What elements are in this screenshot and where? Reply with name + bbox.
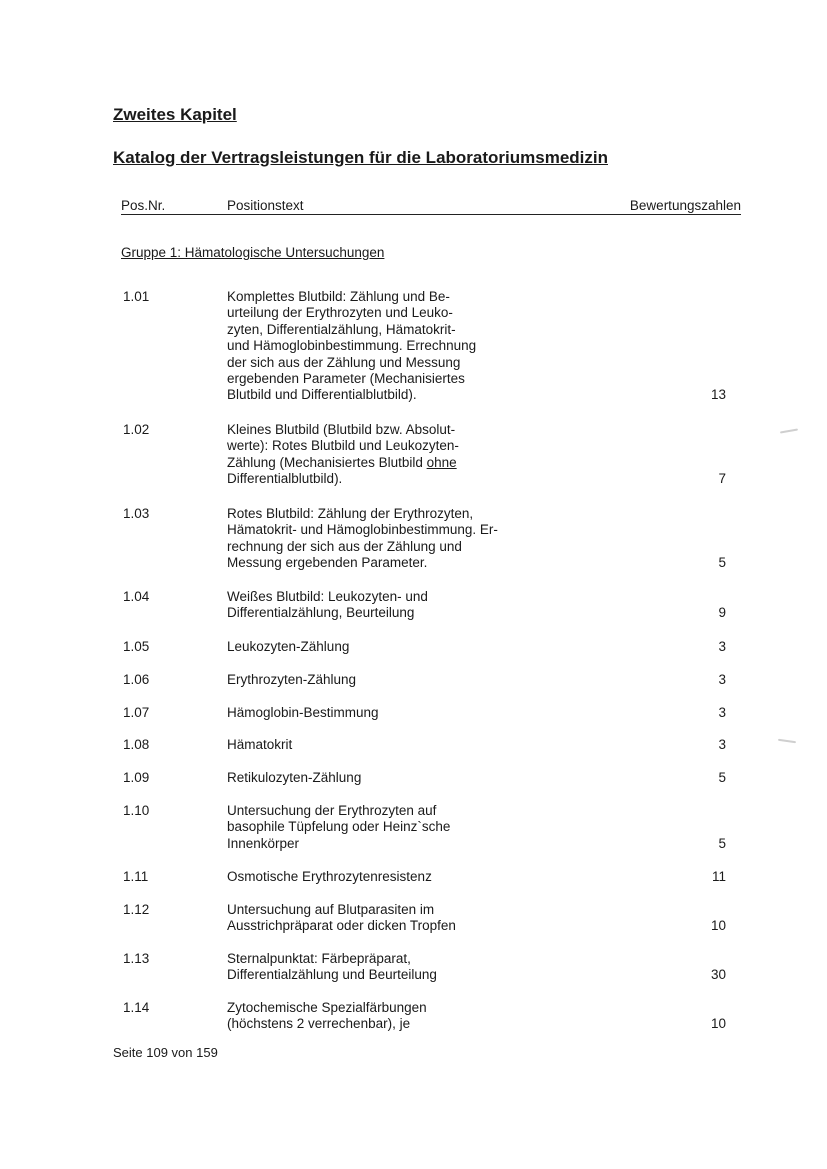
position-text xyxy=(227,1000,537,1033)
position-text-line: Hämoglobin-Bestimmung xyxy=(227,705,379,720)
chapter-title: Zweites Kapitel xyxy=(113,105,237,124)
position-text-line: Zytochemische Spezialfärbungen xyxy=(227,1000,427,1015)
position-number: 1.14 xyxy=(123,1000,150,1015)
position-text xyxy=(227,902,537,935)
position-text-line xyxy=(227,455,537,471)
position-text xyxy=(227,422,537,488)
position-text xyxy=(227,770,537,786)
position-text-line: werte): Rotes Blutbild und Leukozyten- xyxy=(227,438,459,454)
position-number: 1.05 xyxy=(123,639,150,654)
rating-value: 3 xyxy=(718,639,726,654)
scan-speck xyxy=(778,739,796,743)
position-text xyxy=(227,672,537,688)
catalog-title: Katalog der Vertragsleistungen für die Laboratoriumsmedizin xyxy=(113,148,608,167)
position-number: 1.02 xyxy=(123,422,150,437)
emphasis-word: ohne xyxy=(426,454,457,470)
position-text xyxy=(227,705,537,721)
column-header-value: Bewertungszahlen xyxy=(629,198,741,213)
position-text-line: Ausstrichpräparat oder dicken Tropfen xyxy=(227,918,456,934)
position-text-line: Untersuchung der Erythrozyten auf xyxy=(227,803,437,818)
position-text-line: urteilung der Erythrozyten und Leuko- xyxy=(227,305,453,321)
position-text xyxy=(227,639,537,655)
position-text xyxy=(227,506,537,572)
position-text-line: zyten, Differentialzählung, Hämatokrit- xyxy=(227,321,456,337)
position-text-line: Weißes Blutbild: Leukozyten- und xyxy=(227,589,428,604)
position-text xyxy=(227,951,537,984)
group-title: Gruppe 1: Hämatologische Untersuchungen xyxy=(121,245,385,260)
rating-value: 3 xyxy=(718,705,726,720)
position-number: 1.11 xyxy=(123,869,149,884)
position-text-line: Untersuchung auf Blutparasiten im xyxy=(227,902,435,917)
position-number: 1.10 xyxy=(123,803,150,818)
scan-speck xyxy=(780,428,798,433)
position-text-line: Hämatokrit xyxy=(227,737,293,752)
position-text-line: und Hämoglobinbestimmung. Errechnung xyxy=(227,338,477,354)
position-text-line: Messung ergebenden Parameter. xyxy=(227,555,428,571)
position-text-line: Blutbild und Differentialblutbild). xyxy=(227,387,417,403)
position-text xyxy=(227,737,537,753)
rating-value: 7 xyxy=(718,471,726,487)
position-text xyxy=(227,803,537,852)
position-text-line: Komplettes Blutbild: Zählung und Be- xyxy=(227,289,450,304)
rating-value: 13 xyxy=(710,387,726,403)
position-text-line: rechnung der sich aus der Zählung und xyxy=(227,538,462,554)
position-number: 1.08 xyxy=(123,737,150,752)
position-text-line: Retikulozyten-Zählung xyxy=(227,770,362,785)
position-text-segment: Zählung (Mechanisiertes Blutbild xyxy=(227,454,427,470)
rating-value: 11 xyxy=(711,869,726,884)
position-text xyxy=(227,869,537,885)
rating-value: 9 xyxy=(718,605,726,621)
rating-value: 3 xyxy=(718,737,726,752)
position-text-line: Rotes Blutbild: Zählung der Erythrozyten, xyxy=(227,506,474,521)
position-text-line: ergebenden Parameter (Mechanisiertes xyxy=(227,371,465,387)
position-number: 1.12 xyxy=(123,902,150,917)
position-number: 1.03 xyxy=(123,506,150,521)
position-number: 1.06 xyxy=(123,672,150,687)
position-text-line: Erythrozyten-Zählung xyxy=(227,672,357,687)
position-number: 1.04 xyxy=(123,589,150,604)
position-text-line: (höchstens 2 verrechenbar), je xyxy=(227,1016,411,1032)
position-number: 1.01 xyxy=(123,289,150,304)
header-rule xyxy=(121,214,741,215)
rating-value: 10 xyxy=(710,918,726,934)
position-number: 1.13 xyxy=(123,951,150,966)
rating-value: 3 xyxy=(718,672,726,687)
position-text-line: Sternalpunktat: Färbepräparat, xyxy=(227,951,411,966)
position-text-line: Innenkörper xyxy=(227,835,300,851)
position-text-line: Differentialblutbild). xyxy=(227,471,343,487)
position-text-line: der sich aus der Zählung und Messung xyxy=(227,354,461,370)
position-text-line: basophile Tüpfelung oder Heinz`sche xyxy=(227,819,451,835)
rating-value: 5 xyxy=(718,555,726,571)
column-header-text: Positionstext xyxy=(227,198,304,213)
rating-value: 30 xyxy=(710,967,726,983)
rating-value: 5 xyxy=(718,770,726,785)
rating-value: 10 xyxy=(710,1016,726,1032)
page-footer: Seite 109 von 159 xyxy=(113,1045,218,1060)
position-text-line: Leukozyten-Zählung xyxy=(227,639,350,654)
column-header-nr: Pos.Nr. xyxy=(121,198,166,213)
position-text-line: Hämatokrit- und Hämoglobinbestimmung. Er- xyxy=(227,522,498,538)
position-text-line: Differentialzählung und Beurteilung xyxy=(227,967,437,983)
position-text-line: Differentialzählung, Beurteilung xyxy=(227,605,415,621)
position-text-line: Osmotische Erythrozytenresistenz xyxy=(227,869,432,884)
position-text-line: Kleines Blutbild (Blutbild bzw. Absolut- xyxy=(227,422,456,437)
position-number: 1.09 xyxy=(123,770,150,785)
position-text xyxy=(227,289,537,404)
position-number: 1.07 xyxy=(123,705,150,720)
rating-value: 5 xyxy=(718,835,726,851)
position-text xyxy=(227,589,537,622)
